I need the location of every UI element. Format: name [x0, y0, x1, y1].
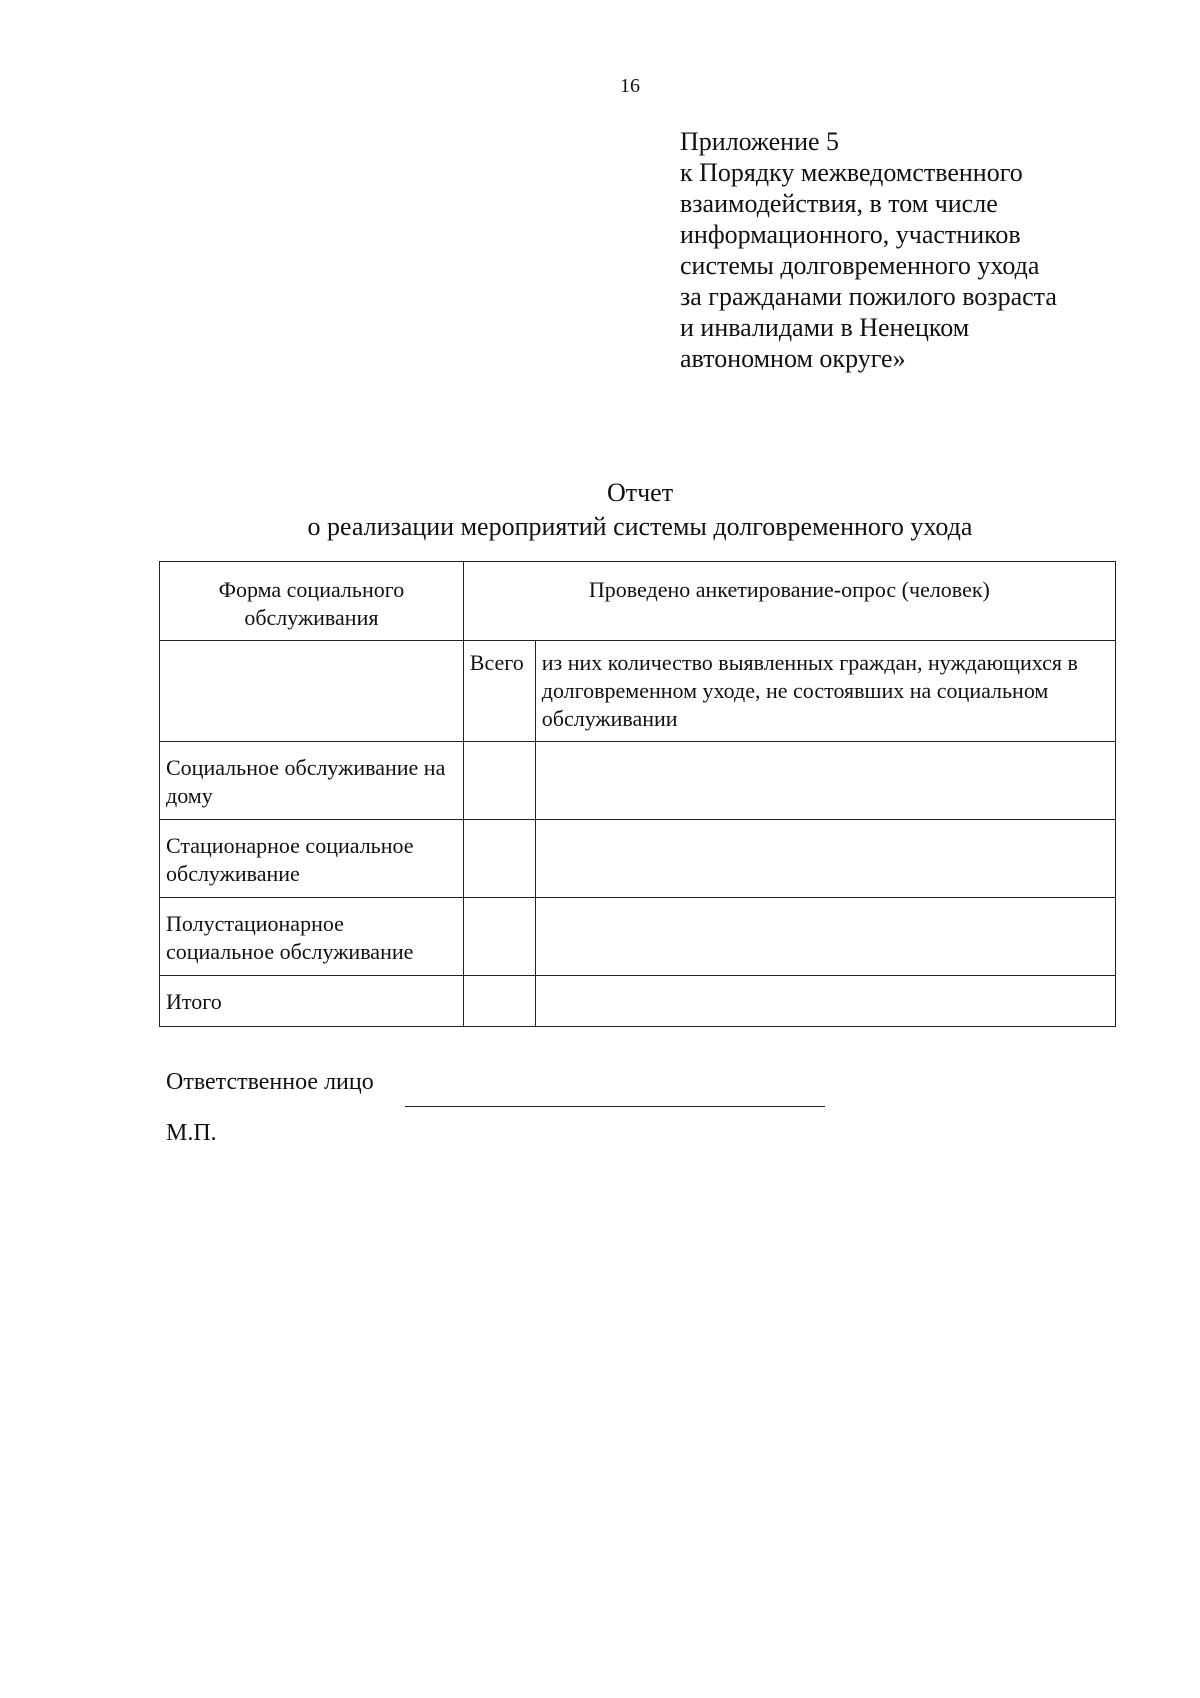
row-identified-cell[interactable]	[535, 898, 1115, 976]
header-survey-cell: Проведено анкетирование-опрос (человек)	[463, 562, 1115, 641]
row-total-cell[interactable]	[463, 898, 535, 976]
seal-label: М.П.	[166, 1120, 217, 1146]
table-row	[160, 898, 1116, 976]
row-identified-cell[interactable]	[535, 820, 1115, 898]
page-number: 16	[620, 75, 640, 97]
report-subtitle: о реализации мероприятий системы долговременного ухода	[307, 512, 973, 541]
subheader-total-cell: Всего	[463, 641, 535, 742]
row-total-cell[interactable]	[463, 820, 535, 898]
appendix-line: взаимодействия, в том числе	[680, 189, 998, 218]
table-subheader-row	[160, 641, 1116, 742]
appendix-line: к Порядку межведомственного	[680, 158, 1023, 187]
report-heading	[160, 476, 1120, 544]
appendix-line: автономном округе»	[680, 344, 906, 373]
table-row	[160, 820, 1116, 898]
row-identified-cell[interactable]	[535, 742, 1115, 820]
row-form-cell: Полустационарное социальное обслуживание	[160, 898, 464, 976]
subheader-empty-cell	[160, 641, 464, 742]
appendix-line: за гражданами пожилого возраста	[680, 282, 1057, 311]
appendix-line: информационного, участников	[680, 220, 1021, 249]
report-title: Отчет	[606, 478, 674, 507]
row-total-cell[interactable]	[463, 742, 535, 820]
table-total-row	[160, 976, 1116, 1027]
appendix-note	[680, 126, 1150, 374]
row-form-cell: Стационарное социальное обслуживание	[160, 820, 464, 898]
appendix-line: системы долговременного ухода	[680, 251, 1040, 280]
table-row	[160, 742, 1116, 820]
row-form-cell: Итого	[160, 976, 464, 1027]
row-form-cell: Социальное обслуживание на дому	[160, 742, 464, 820]
row-identified-cell[interactable]	[535, 976, 1115, 1027]
table-header-row	[160, 562, 1116, 641]
appendix-line: и инвалидами в Ненецком	[680, 313, 970, 342]
responsible-person-label: Ответственное лицо	[166, 1069, 374, 1095]
appendix-line: Приложение 5	[680, 127, 840, 156]
signature-line[interactable]	[405, 1106, 825, 1107]
report-table	[159, 561, 1116, 1027]
row-total-cell[interactable]	[463, 976, 535, 1027]
subheader-identified-cell: из них количество выявленных граждан, нуждающихся в долговременном уходе, не состоявших на социальном обслуживании	[535, 641, 1115, 742]
header-form-cell: Форма социального обслуживания	[160, 562, 464, 641]
